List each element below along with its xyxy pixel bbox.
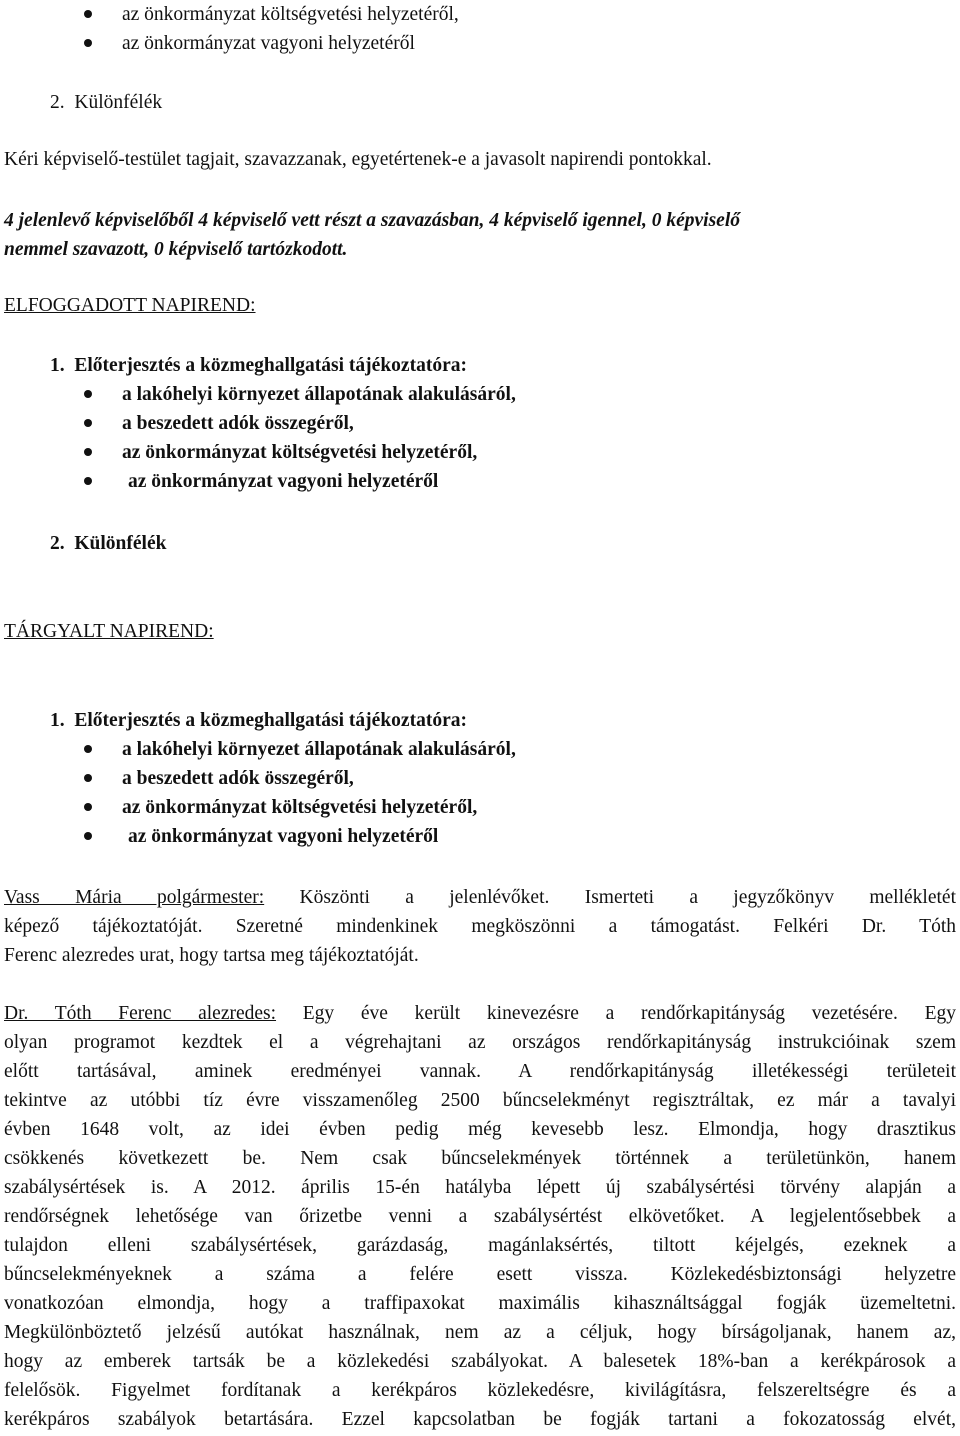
- request-paragraph: Kéri képviselő-testület tagjait, szavazzanak, egyetértenek-e a javasolt napirendi pontokkal.: [4, 149, 712, 170]
- accepted-bullet-list: [4, 380, 956, 496]
- list-item: a lakóhelyi környezet állapotának alakulásáról,: [4, 380, 956, 409]
- speech-line: csökkenés következett be. Nem csak bűncselekmények történnek a területünkön, hanem: [4, 1148, 956, 1169]
- speech-line: hogy az emberek tartsák be a közlekedési szabályokat. A balesetek 18%-ban a kerékpárosok a: [4, 1351, 956, 1372]
- speech-line: Dr. Tóth Ferenc alezredes: Egy éve került kinevezésre a rendőrkapitányság vezetésére. Egy: [4, 1003, 956, 1024]
- list-item: az önkormányzat költségvetési helyzetéről,: [4, 0, 956, 29]
- speech-line: előtt tartásával, aminek eredményei vannak. A rendőrkapitányság illetékességi területeit: [4, 1061, 956, 1082]
- top-bullet-list: [4, 0, 956, 58]
- speech-line: vonatkozóan elmondja, hogy a traffipaxokat maximális kihasználtsággal fogják üzemeltetni.: [4, 1293, 956, 1314]
- vote-line: nemmel szavazott, 0 képviselő tartózkodott.: [4, 239, 348, 260]
- police-chief-speech: [4, 999, 956, 1434]
- bullet-icon: [84, 419, 92, 427]
- accepted-agenda-item-1: 1. Előterjesztés a közmeghallgatási tájékoztatóra:: [50, 355, 467, 376]
- bullet-icon: [84, 774, 92, 782]
- discussed-bullet-list: [4, 735, 956, 851]
- speaker-name: Dr. Tóth Ferenc alezredes:: [4, 1003, 277, 1024]
- bullet-icon: [84, 390, 92, 398]
- vote-line: 4 jelenlevő képviselőből 4 képviselő vett részt a szavazásban, 4 képviselő igennel, 0 képviselő: [4, 210, 740, 231]
- speech-line: szabálysértések is. A 2012. április 15-én hatályba lépett új szabálysértési törvény alapján a: [4, 1177, 956, 1198]
- list-item: a lakóhelyi környezet állapotának alakulásáról,: [4, 735, 956, 764]
- list-item: az önkormányzat vagyoni helyzetéről: [4, 822, 956, 851]
- speech-line: bűncselekményeknek a száma a felére esett vissza. Közlekedésbiztonsági helyzetre: [4, 1264, 956, 1285]
- speech-line: tekintve az utóbbi tíz évre visszamenőleg 2500 bűncselekményt regisztráltak, ez már a tavalyi: [4, 1090, 956, 1111]
- mayor-speech: [4, 883, 956, 970]
- discussed-agenda-item-1: 1. Előterjesztés a közmeghallgatási tájékoztatóra:: [50, 710, 467, 731]
- speech-line: olyan programot kezdtek el a végrehajtani az országos rendőrkapitányság instrukcióinak szem: [4, 1032, 956, 1053]
- bullet-icon: [84, 477, 92, 485]
- list-item: a beszedett adók összegéről,: [4, 764, 956, 793]
- speech-line: tulajdon elleni szabálysértések, garázdaság, magánlaksértés, tiltott kéjelgés, ezeknek a: [4, 1235, 956, 1256]
- list-item: az önkormányzat költségvetési helyzetéről,: [4, 793, 956, 822]
- speaker-name: Vass Mária polgármester:: [4, 887, 265, 908]
- speech-line: felelősök. Figyelmet fordítanak a kerékpáros közlekedésre, kivilágításra, felszereltségre és a: [4, 1380, 956, 1401]
- accepted-agenda-heading: ELFOGGADOTT NAPIREND:: [4, 295, 256, 316]
- bullet-icon: [84, 10, 92, 18]
- bullet-icon: [84, 803, 92, 811]
- bullet-icon: [84, 832, 92, 840]
- speech-line: kerékpáros szabályok betartására. Ezzel kapcsolatban be fogják tartani a fokozatosság elvét,: [4, 1409, 956, 1430]
- list-item: az önkormányzat vagyoni helyzetéről: [4, 29, 956, 58]
- speech-line: képező tájékoztatóját. Szeretné mindenkinek megköszönni a támogatást. Felkéri Dr. Tóth: [4, 916, 956, 937]
- vote-result: [4, 206, 956, 264]
- list-item: az önkormányzat vagyoni helyzetéről: [4, 467, 956, 496]
- top-agenda-item-2: 2. Különfélék: [50, 92, 163, 113]
- speech-line: rendőrségnek lehetősége van őrizetbe venni a szabálysértést elkövetőket. A legjelentősebbek a: [4, 1206, 956, 1227]
- bullet-icon: [84, 745, 92, 753]
- list-item: az önkormányzat költségvetési helyzetéről,: [4, 438, 956, 467]
- speech-line: Ferenc alezredes urat, hogy tartsa meg tájékoztatóját.: [4, 945, 419, 966]
- speech-line: Megkülönböztető jelzésű autókat használnak, nem az a céljuk, hogy bírságoljanak, hanem az,: [4, 1322, 956, 1343]
- accepted-agenda-item-2: 2. Különfélék: [50, 533, 167, 554]
- bullet-icon: [84, 39, 92, 47]
- discussed-agenda-heading: TÁRGYALT NAPIREND:: [4, 621, 214, 642]
- speech-line: évben 1648 volt, az idei évben pedig még kevesebb lesz. Elmondja, hogy drasztikus: [4, 1119, 956, 1140]
- list-item: a beszedett adók összegéről,: [4, 409, 956, 438]
- bullet-icon: [84, 448, 92, 456]
- speech-line: Vass Mária polgármester: Köszönti a jelenlévőket. Ismerteti a jegyzőkönyv mellékletét: [4, 887, 956, 908]
